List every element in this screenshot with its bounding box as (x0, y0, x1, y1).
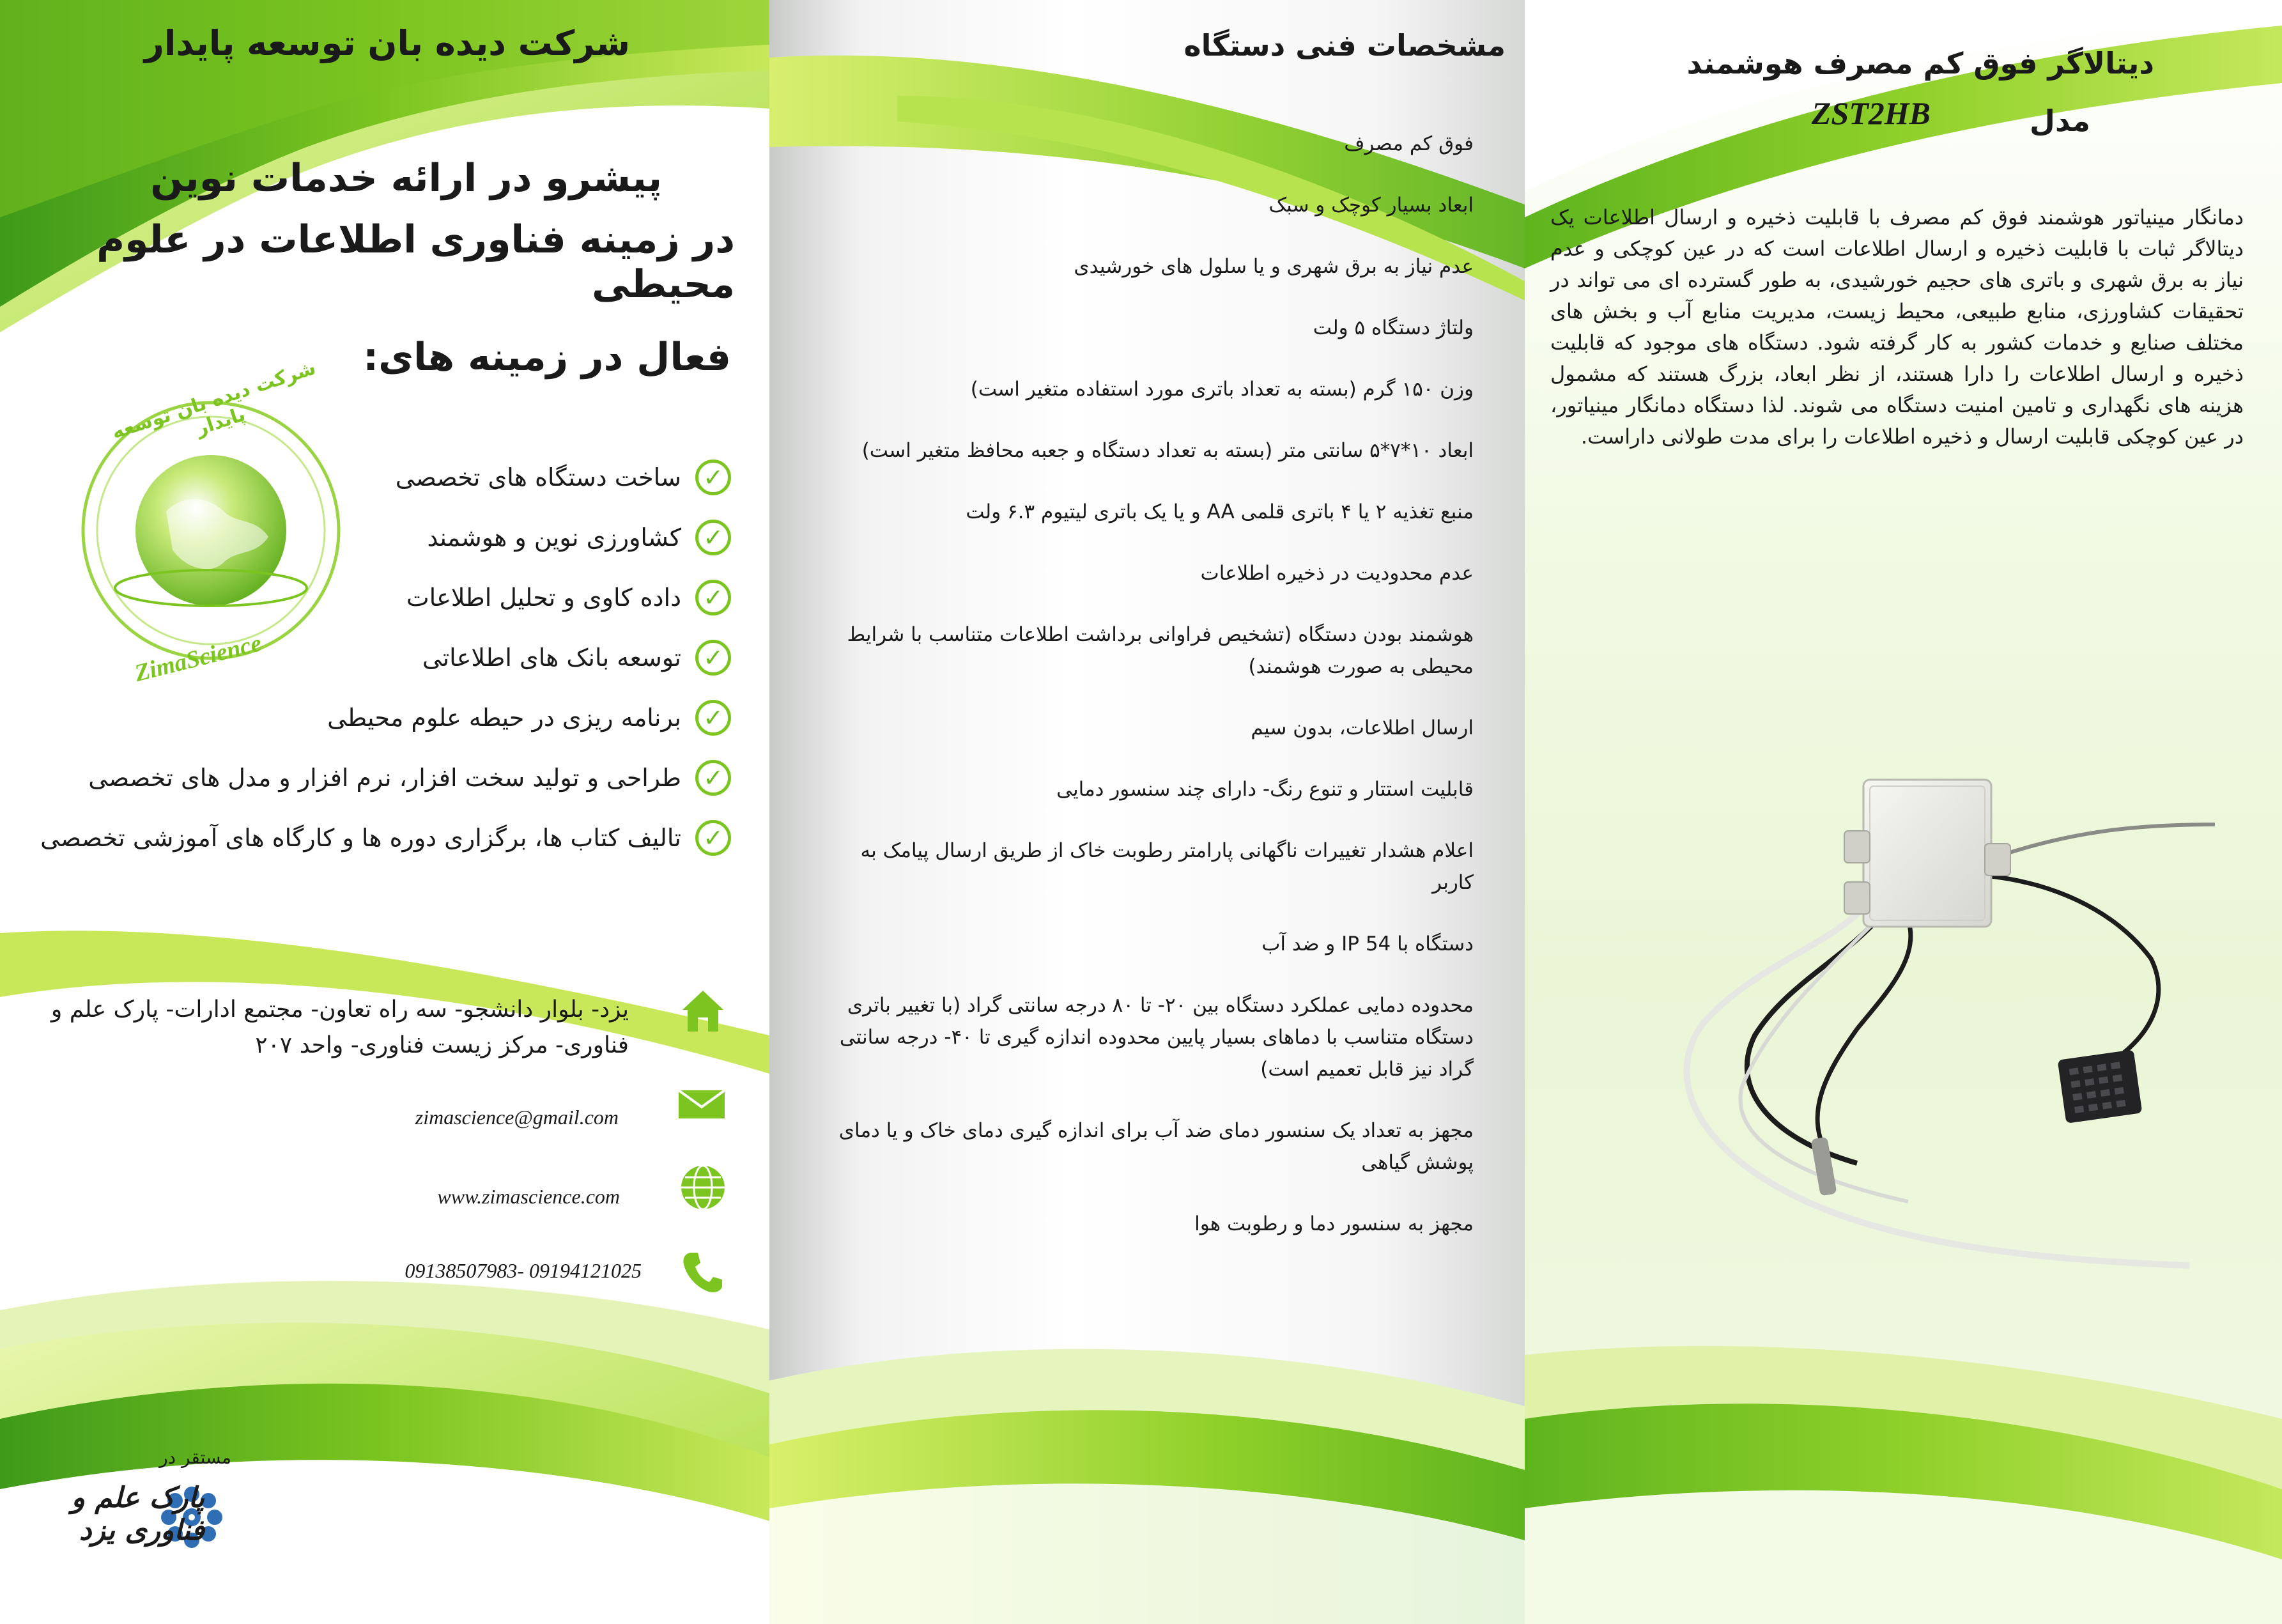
check-circle-icon: ✓ (695, 640, 731, 676)
datalogger-device-image (1525, 754, 2282, 1278)
list-item: ابعاد ۱۰*۷*۵ سانتی متر (بسته به تعداد دستگاه و جعبه محافظ متغیر است) (861, 439, 1474, 462)
right-panel (1525, 0, 2282, 1624)
list-item: ✓ تالیف کتاب ها، برگزاری دوره ها و کارگاه های آموزشی تخصصی (0, 808, 731, 868)
list-item: هوشمند بودن دستگاه (تشخیص فراوانی برداشت اطلاعات متناسب با شرایط محیطی به صورت هوشمند) (847, 623, 1474, 678)
list-item: ✓ برنامه ریزی در حیطه علوم محیطی (0, 688, 731, 748)
list-item: دستگاه با IP 54 و ضد آب (1261, 932, 1474, 955)
list-item: ولتاژ دستگاه ۵ ولت (1313, 316, 1474, 339)
email-link[interactable]: zimascience@gmail.com (415, 1106, 619, 1129)
logo-text-en: ZimaScience (132, 630, 265, 687)
list-item: فوق کم مصرف (1344, 132, 1474, 155)
list-item: ابعاد بسیار کوچک و سبک (1268, 194, 1474, 217)
model-number: ZST2HB (1811, 95, 1931, 131)
logo-text-fa: شرکت دیده بان توسعه پایدار (109, 357, 319, 444)
list-item: ارسال اطلاعات، بدون سیم (1251, 716, 1474, 739)
check-circle-icon: ✓ (695, 760, 731, 796)
list-item: محدوده دمایی عملکرد دستگاه بین ۲۰- تا ۸۰ درجه سانتی گراد (با تغییر باتری دستگاه متناسب با دماهای بسیار پایین محدوده اندازه گیری تا ۴۰- درجه سانتی گراد نیز قابل تعمیم است) (839, 994, 1474, 1081)
phone-number: 09138507983- 09194121025 (405, 1259, 642, 1282)
product-description: دمانگار مینیاتور هوشمند فوق کم مصرف با قابلیت ذخیره و ارسال اطلاعات یک دیتالاگر ثبات با قابلیت ذخیره و ارسال اطلاعات است که در عین کوچکی و عدم نیاز به برق شهری و باتری های حجیم خورشیدی، به طور گسترده ای می تواند در تحقیقات کشاورزی، منابع طبیعی، محیط زیست، مدیریت منابع آب و بخش های مختلف صنایع و خدمات کشور به کار گرفته شود. دستگاه های موجود که قابلیت ذخیره و ارسال اطلاعات را دارا هستند، از نظر ابعاد، بزرگ هستند که مشمول هزینه های نگهداری و تامین امنیت دستگاه می شوند. لذا دستگاه دمانگار مینیاتور، در عین کوچکی قابلیت ارسال و ذخیره اطلاعات را برای مدت طولانی داراست. (1550, 205, 2244, 449)
check-circle-icon: ✓ (695, 700, 731, 736)
product-title: دیتالاگر فوق کم مصرف هوشمند (1686, 46, 2154, 81)
left-panel (0, 0, 769, 1624)
list-item: مجهز به سنسور دما و رطوبت هوا (1194, 1212, 1474, 1235)
company-name: شرکت دیده بان توسعه پایدار (144, 23, 630, 63)
list-item: قابلیت استتار و تنوع رنگ- دارای چند سنسور دمایی (1056, 778, 1474, 801)
park-caption: مستقر در (159, 1447, 231, 1468)
check-circle-icon: ✓ (695, 520, 731, 555)
list-item: عدم محدودیت در ذخیره اطلاعات (1200, 562, 1474, 585)
list-item: ✓ داده کاوی و تحلیل اطلاعات (0, 568, 731, 628)
list-item: ✓ کشاورزی نوین و هوشمند (0, 507, 731, 568)
phone-icon (681, 1250, 723, 1295)
list-item: ✓ توسعه بانک های اطلاعاتی (0, 628, 731, 688)
globe-icon (679, 1163, 727, 1212)
fields-list (0, 447, 731, 868)
tagline-1: پیشرو در ارائه خدمات نوین (150, 156, 662, 201)
specs-title: مشخصات فنی دستگاه (1183, 28, 1506, 63)
fields-heading: فعال در زمینه های: (363, 335, 731, 380)
list-item: منبع تغذیه ۲ یا ۴ باتری قلمی AA و یا یک باتری لیتیوم ۶.۳ ولت (966, 500, 1474, 523)
list-item: ✓ طراحی و تولید سخت افزار، نرم افزار و مدل های تخصصی (0, 748, 731, 808)
website-link[interactable]: www.zimascience.com (437, 1185, 620, 1208)
check-circle-icon: ✓ (695, 580, 731, 615)
home-icon (677, 984, 729, 1035)
park-name: پارک علم و فناوری یزد (71, 1481, 204, 1547)
check-circle-icon: ✓ (695, 460, 731, 495)
middle-panel (769, 0, 1525, 1624)
specs-list (822, 128, 1474, 1240)
check-circle-icon: ✓ (695, 820, 731, 856)
address: یزد- بلوار دانشجو- سه راه تعاون- مجتمع ادارات- پارک علم و فناوری- مرکز زیست فناوری- واحد ۲۰۷ (50, 996, 629, 1058)
list-item: وزن ۱۵۰ گرم (بسته به تعداد باتری مورد استفاده متغیر است) (970, 378, 1474, 401)
list-item: مجهز به تعداد یک سنسور دمای ضد آب برای اندازه گیری دمای خاک و یا دمای پوشش گیاهی (838, 1119, 1474, 1174)
tagline-2: در زمینه فناوری اطلاعات در علوم محیطی (96, 217, 735, 307)
mail-icon (677, 1087, 726, 1122)
list-item: اعلام هشدار تغییرات ناگهانی پارامتر رطوبت خاک از طریق ارسال پیامک به کاربر (860, 839, 1474, 894)
list-item: عدم نیاز به برق شهری و یا سلول های خورشیدی (1074, 255, 1474, 278)
list-item: ✓ ساخت دستگاه های تخصصی (0, 447, 731, 507)
model-label: مدل (2030, 104, 2090, 138)
